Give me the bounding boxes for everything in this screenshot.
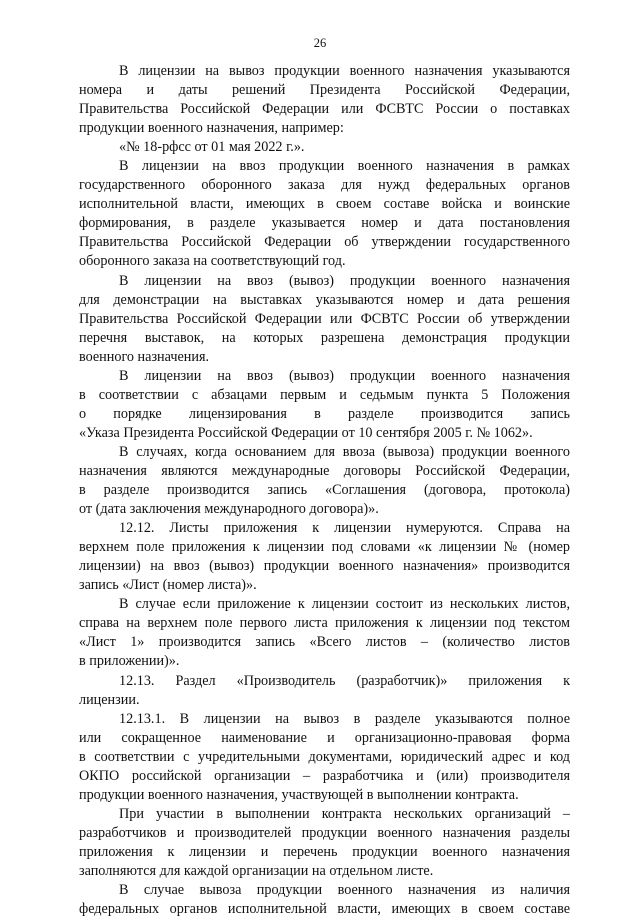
text-line: «№ 18-рфсс от 01 мая 2022 г.». (119, 139, 305, 156)
text-line: государственного оборонного заказа для нужд федеральных органов (79, 177, 570, 194)
text-line: «Указа Президента Российской Федерации от 10 сентября 2005 г. № 1062». (79, 424, 533, 441)
text-line: военного назначения. (79, 348, 210, 365)
paragraph-p9 (79, 672, 570, 710)
text-line: назначения являются международные договоры Российской Федерации, (79, 462, 570, 479)
text-line: о порядке лицензирования в разделе производится запись (79, 405, 570, 422)
paragraph-p4 (79, 272, 570, 367)
text-line: перечня выставок, на которых разрешена демонстрация продукции (79, 329, 570, 346)
text-line: В лицензии на вывоз продукции военного назначения указываются (119, 63, 570, 79)
paragraph-p6 (79, 443, 570, 519)
text-line: 12.13.1. В лицензии на вывоз в разделе указываются полное (119, 710, 570, 727)
page-number: 26 (313, 36, 327, 50)
text-line: Правительства Российской Федерации или ФСВТС России о поставках (79, 101, 570, 118)
paragraph-p8 (79, 595, 570, 671)
text-line: Правительства Российской Федерации об утверждении государственного (79, 234, 570, 251)
text-line: от (дата заключения международного договора)». (79, 501, 379, 518)
text-line: ОКПО российской организации – разработчика и (или) производителя (79, 767, 570, 784)
text-line: исполнительной власти, имеющих в своем составе войска и воинские (79, 196, 570, 213)
text-line: В лицензии на ввоз продукции военного назначения в рамках (119, 158, 570, 175)
text-line: При участии в выполнении контракта нескольких организаций – (119, 805, 570, 822)
text-line: лицензии. (79, 691, 140, 708)
text-line: приложения к лицензии и перечень продукции военного назначения (79, 843, 570, 860)
text-line: В лицензии на ввоз (вывоз) продукции военного назначения (119, 272, 570, 289)
text-line: верхнем поле приложения к лицензии под словами «к лицензии № (номер (79, 539, 570, 556)
text-line: 12.13. Раздел «Производитель (разработчик)» приложения к (119, 672, 570, 689)
text-line: «Лист 1» производится запись «Всего листов – (количество листов (79, 634, 570, 651)
text-line: Правительства Российской Федерации или ФСВТС России об утверждении (79, 310, 570, 327)
text-line: в соответствии с учредительными документами, юридический адрес и код (79, 748, 570, 765)
text-line: запись «Лист (номер листа)». (79, 577, 257, 594)
text-line: формирования, в разделе указывается номер и дата постановления (79, 215, 570, 232)
text-line: лицензии) на ввоз (вывоз) продукции военного назначения» производится (79, 558, 570, 575)
document-body (79, 62, 570, 919)
text-line: продукции военного назначения, например: (79, 120, 344, 137)
text-line: для демонстрации на выставках указываются номер и дата решения (79, 291, 570, 308)
text-line: разработчиков и производителей продукции военного назначения разделы (79, 824, 570, 841)
text-line: или сокращенное наименование и организационно-правовая форма (79, 729, 570, 746)
paragraph-p12 (79, 881, 570, 919)
text-line: 12.12. Листы приложения к лицензии нумеруются. Справа на (119, 520, 570, 537)
paragraph-p10 (79, 710, 570, 805)
text-line: продукции военного назначения, участвующей в выполнении контракта. (79, 786, 519, 803)
text-line: В случае если приложение к лицензии состоит из нескольких листов, (119, 596, 570, 613)
text-line: заполняются для каждой организации на отдельном листе. (79, 862, 434, 879)
text-line: В лицензии на ввоз (вывоз) продукции военного назначения (119, 367, 570, 384)
paragraph-p5 (79, 367, 570, 443)
paragraph-p11 (79, 805, 570, 881)
text-line: в приложении)». (79, 653, 180, 670)
text-line: В случаях, когда основанием для ввоза (вывоза) продукции военного (119, 443, 570, 460)
paragraph-p7 (79, 519, 570, 595)
text-line: федеральных органов исполнительной власти, имеющих в своем составе (79, 901, 570, 918)
text-line: в соответствии с абзацами первым и седьмым пункта 5 Положения (79, 386, 570, 403)
text-line: справа на верхнем поле первого листа приложения к лицензии под текстом (79, 615, 570, 632)
paragraph-p3 (79, 157, 570, 271)
text-line: номера и даты решений Президента Российской Федерации, (79, 82, 570, 99)
text-line: в разделе производится запись «Соглашения (договора, протокола) (79, 482, 570, 499)
text-line: оборонного заказа на соответствующий год. (79, 253, 346, 270)
paragraph-p2 (79, 138, 570, 157)
text-line: В случае вывоза продукции военного назначения из наличия (119, 882, 570, 899)
paragraph-p1 (79, 62, 570, 138)
